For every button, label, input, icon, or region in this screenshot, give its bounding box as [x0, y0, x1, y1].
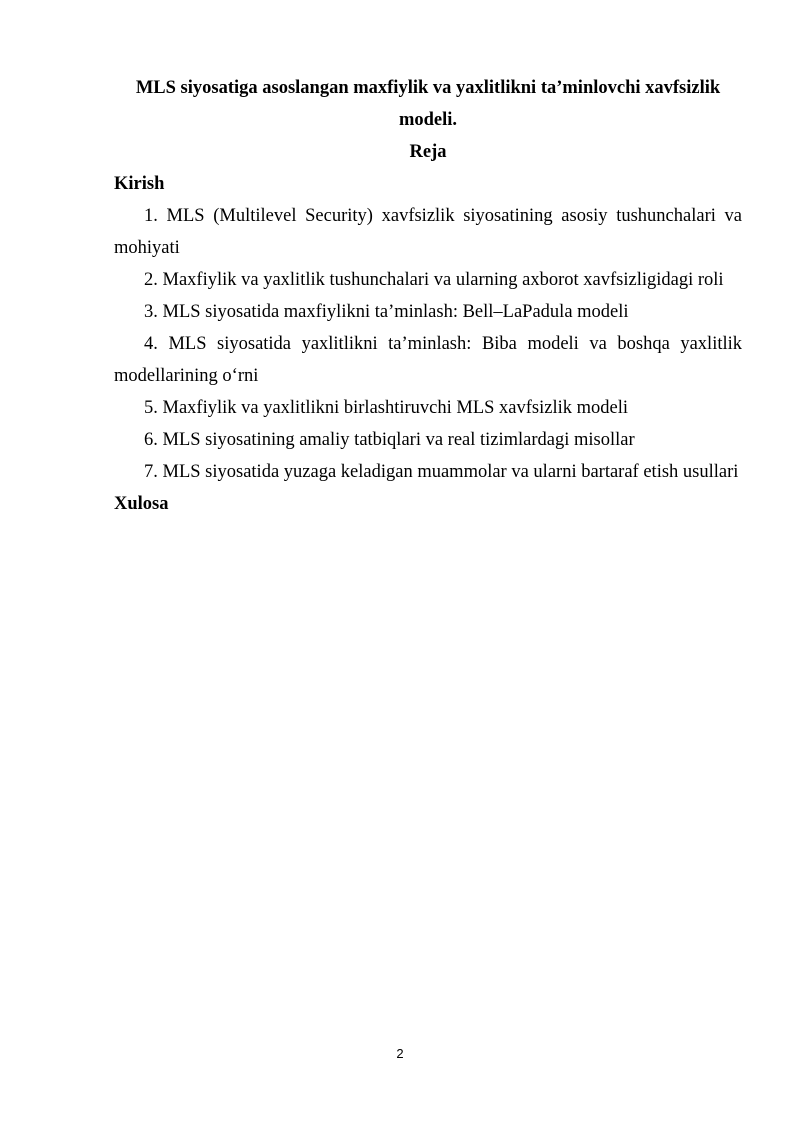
toc-item-number: 2.	[144, 270, 158, 290]
toc-item	[114, 264, 742, 296]
toc-item	[114, 424, 742, 456]
toc-item	[114, 392, 742, 424]
toc-item-text: MLS (Multilevel Security) xavfsizlik siyosatining asosiy tushunchalari va mohiyati	[114, 206, 742, 258]
toc-item-number: 6.	[144, 430, 158, 450]
toc-item-text: MLS siyosatida yaxlitlikni ta’minlash: Biba modeli va boshqa yaxlitlik modellarining o‘rni	[114, 334, 743, 386]
intro-heading: Kirish	[114, 174, 165, 194]
conclusion-heading: Xulosa	[114, 494, 169, 514]
toc-item-number: 3.	[144, 302, 158, 322]
toc-item-number: 5.	[144, 398, 158, 418]
toc-item-number: 4.	[144, 334, 158, 354]
toc-item	[114, 296, 742, 328]
toc-item-number: 7.	[144, 462, 158, 482]
page-content	[114, 72, 742, 520]
toc-item-text: Maxfiylik va yaxlitlikni birlashtiruvchi MLS xavfsizlik modeli	[162, 398, 629, 418]
toc-item	[114, 328, 742, 392]
toc-item-number: 1.	[144, 206, 158, 226]
toc-item-text: MLS siyosatining amaliy tatbiqlari va real tizimlardagi misollar	[162, 430, 635, 450]
toc-item-text: MLS siyosatida yuzaga keladigan muammolar va ularni bartaraf etish usullari	[162, 462, 739, 482]
toc-item-text: MLS siyosatida maxfiylikni ta’minlash: Bell–LaPadula modeli	[162, 302, 629, 322]
page-number: 2	[396, 1046, 404, 1061]
toc-item	[114, 456, 742, 488]
table-of-contents	[114, 200, 742, 488]
plan-heading: Reja	[409, 142, 447, 162]
document-title: MLS siyosatiga asoslangan maxfiylik va yaxlitlikni ta’minlovchi xavfsizlik modeli.	[135, 78, 721, 130]
toc-item-text: Maxfiylik va yaxlitlik tushunchalari va ularning axborot xavfsizligidagi roli	[162, 270, 724, 290]
toc-item	[114, 200, 742, 264]
